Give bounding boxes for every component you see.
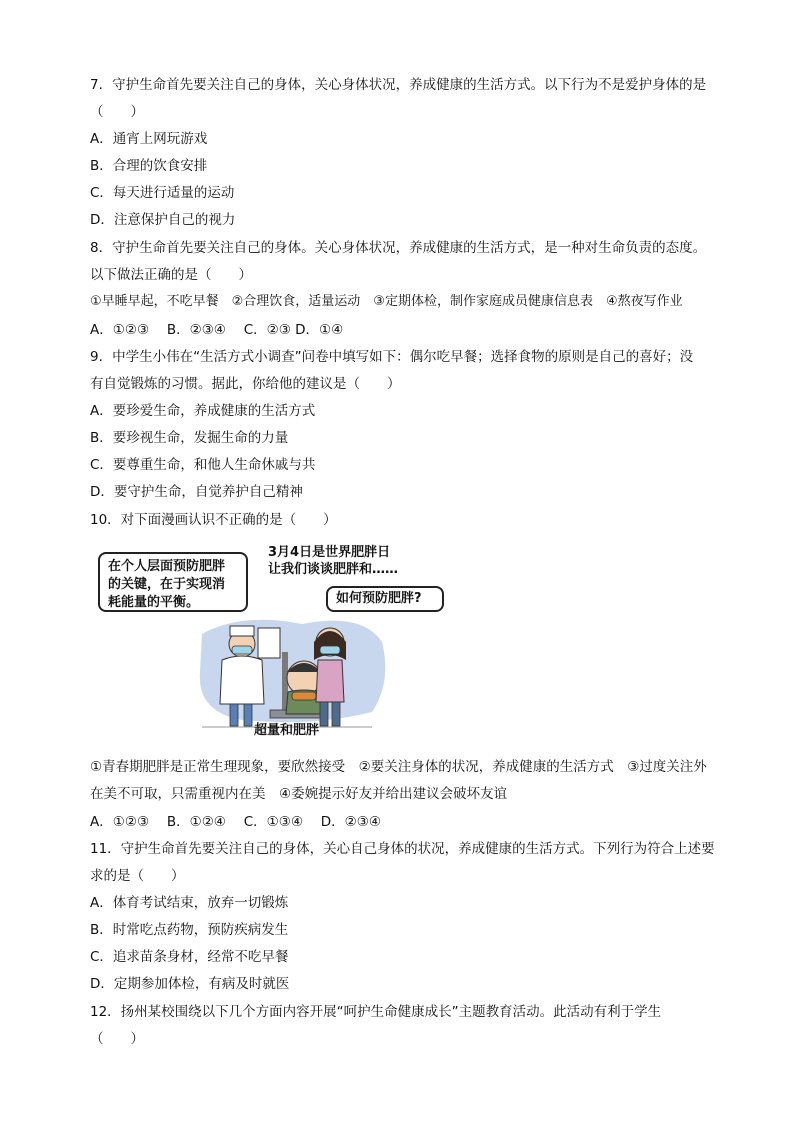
q8-items: ①早睡早起，不吃早餐 ②合理饮食，适量运动 ③定期体检，制作家庭成员健康信息表 ④熬夜写作业 [90,294,683,309]
q11-option-d: D．定期参加体检，有病及时就医 [90,976,290,992]
q10-stem: 10．对下面漫画认识不正确的是（ ） [90,512,337,528]
q7-stem: 7．守护生命首先要关注自己的身体，关心身体状况，养成健康的生活方式。以下行为不是爱护身体的是 [90,77,707,93]
q9-stem-line2: 有自觉锻炼的习惯。据此，你给他的建议是（ ） [90,376,401,392]
q7-paren: （ ） [90,104,144,120]
doctor-speech-bubble [98,552,248,612]
q8-stem-line1: 8．守护生命首先要关注自己的身体。关心身体状况，养成健康的生活方式，是一种对生命负责的态度。 [90,240,707,256]
cartoon-header-line2: 让我们谈谈肥胖和…… [268,562,399,577]
q8-choices: A．①②③ B．②③④ C．②③ D．①④ [90,322,344,338]
cartoon-header-line1: 3月4日是世界肥胖日 [268,545,391,560]
q11-option-c: C．追求苗条身材，经常不吃早餐 [90,949,289,965]
q9-option-b: B．要珍视生命，发掘生命的力量 [90,430,289,446]
bubble-left-line3: 耗能量的平衡。 [108,595,200,610]
q12-stem: 12．扬州某校围绕以下几个方面内容开展“呵护生命健康成长”主题教育活动。此活动有利于学生 [90,1004,662,1020]
cartoon-caption: 超量和肥胖 [254,723,320,738]
q9-option-d: D．要守护生命，自觉养护自己精神 [90,484,303,500]
q11-stem-line2: 求的是（ ） [90,868,185,884]
q10-items-line1: ①青春期肥胖是正常生理现象，要欣然接受 ②要关注身体的状况，养成健康的生活方式 ③过度关注外 [90,759,707,775]
q10-choices: A．①②③ B．①②④ C．①③④ D．②③④ [90,814,381,830]
q9-stem-line1: 9．中学生小伟在“生活方式小调查”问卷中填写如下：偶尔吃早餐；选择食物的原则是自己的喜好；没 [90,349,694,365]
q11-option-a: A．体育考试结束，放弃一切锻炼 [90,895,289,911]
q11-stem-line1: 11．守护生命首先要关注自己的身体，关心自己身体的状况，养成健康的生活方式。下列行为符合上述要 [90,841,715,857]
q12-paren: （ ） [90,1031,144,1047]
bubble-right-text: 如何预防肥胖? [336,591,422,606]
q10-items-line2: 在美不可取，只需重视内在美 ④委婉提示好友并给出建议会破坏友谊 [90,786,508,802]
cartoon-header [268,544,398,578]
bubble-left-line1: 在个人层面预防肥胖 [108,559,226,574]
q9-option-c: C．要尊重生命，和他人生命休戚与共 [90,457,316,473]
q7-option-a: A．通宵上网玩游戏 [90,131,208,147]
cartoon-obesity [92,542,452,742]
q8-stem-line2: 以下做法正确的是（ ） [90,267,252,283]
q7-option-d: D．注意保护自己的视力 [90,212,236,228]
q7-option-b: B．合理的饮食安排 [90,158,208,174]
bubble-left-line2: 的关键，在于实现消 [108,577,226,592]
q7-option-c: C．每天进行适量的运动 [90,185,235,201]
mother-speech-bubble [326,586,444,612]
q9-option-a: A．要珍爱生命，养成健康的生活方式 [90,403,316,419]
q11-option-b: B．时常吃点药物，预防疾病发生 [90,922,289,938]
